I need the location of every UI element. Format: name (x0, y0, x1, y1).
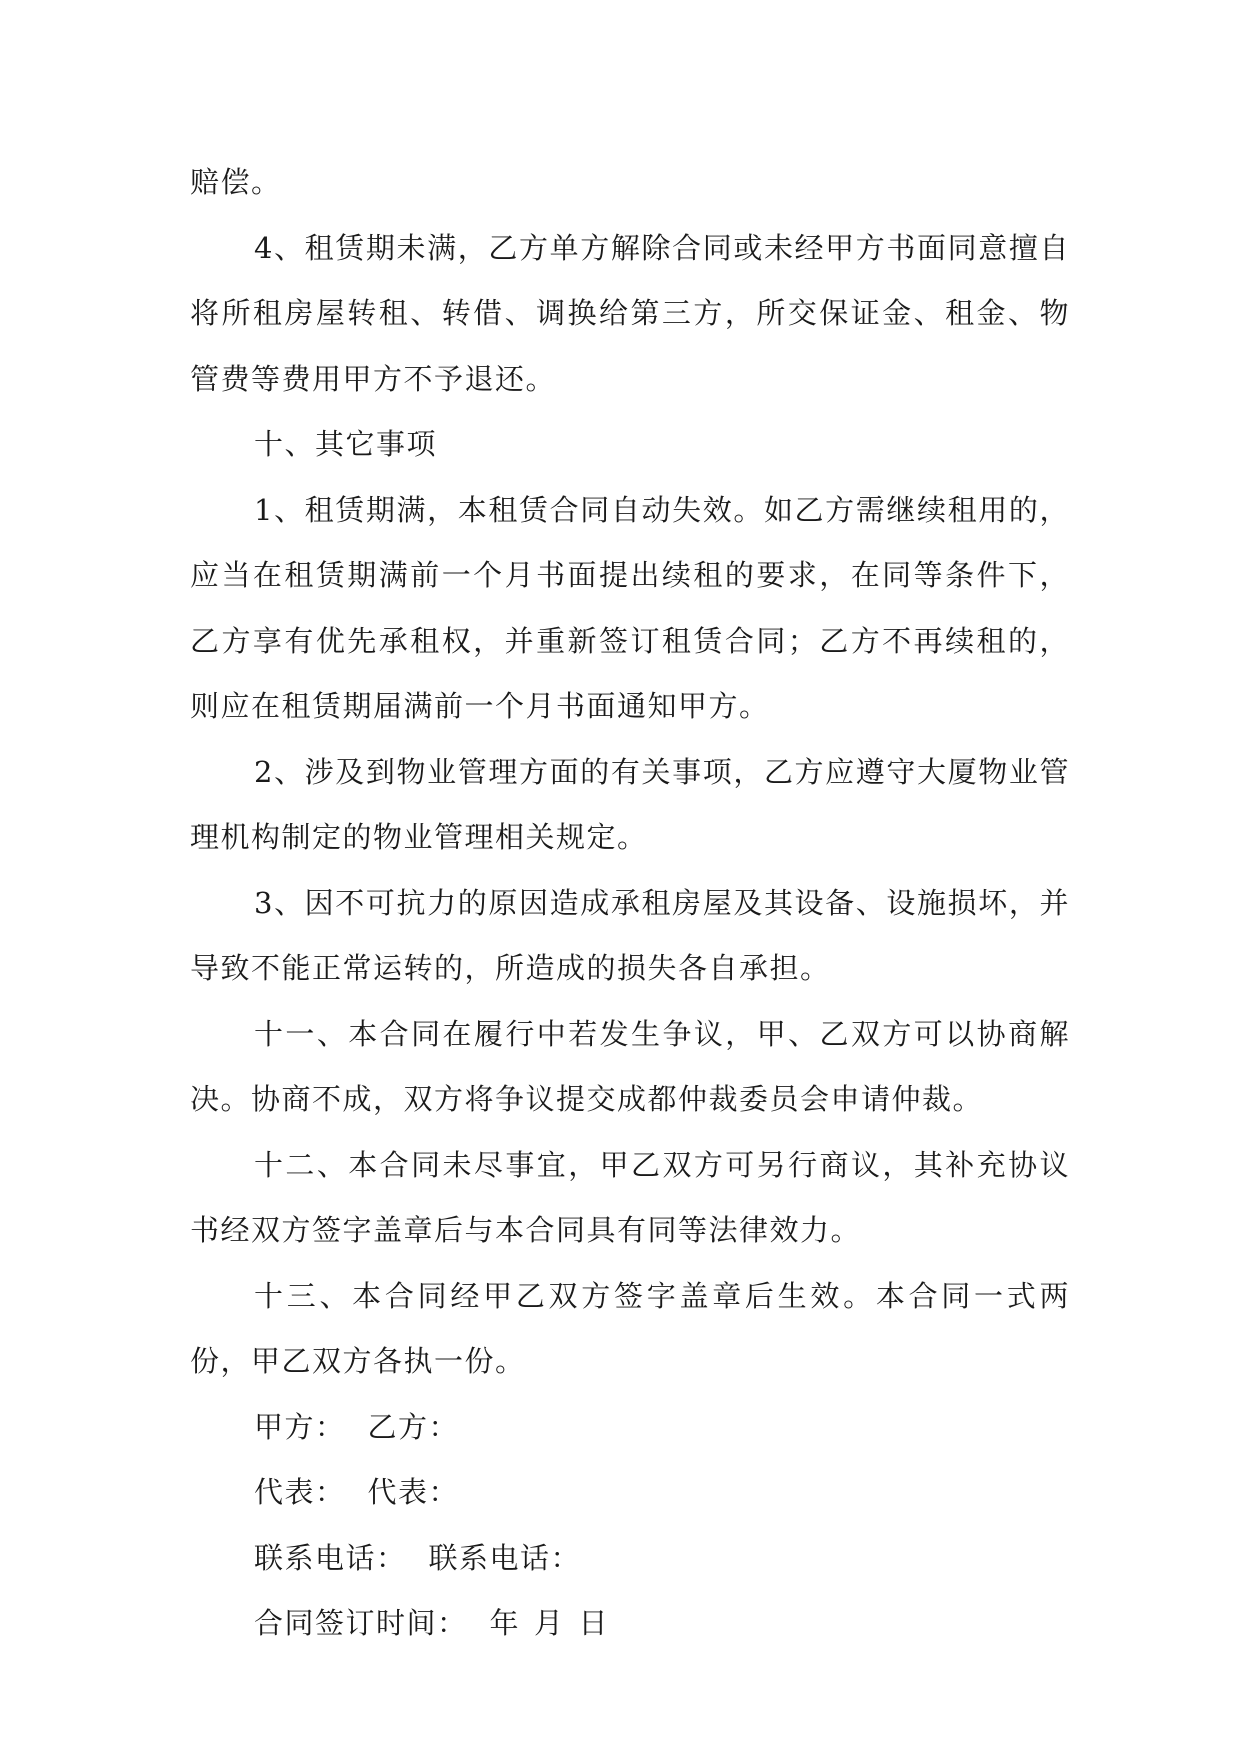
phone-line (190, 1526, 1070, 1592)
paragraph-other-3: 3、因不可抗力的原因造成承租房屋及其设备、设施损坏，并导致不能正常运转的，所造成的损失各自承担。 (190, 885, 1070, 985)
signing-date-line (190, 1591, 1070, 1657)
rep-b-label: 代表： (367, 1475, 460, 1509)
month-label: 月 (534, 1606, 565, 1640)
date-label: 合同签订时间： (254, 1606, 468, 1640)
paragraph-other-2: 2、涉及到物业管理方面的有关事项，乙方应遵守大厦物业管理机构制定的物业管理相关规定。 (190, 754, 1070, 854)
signature-block (190, 1395, 1070, 1657)
phone-a-label: 联系电话： (254, 1540, 407, 1575)
rep-a-label: 代表： (254, 1475, 346, 1509)
contract-body (190, 150, 1070, 1657)
representative-line (190, 1460, 1070, 1526)
party-line (190, 1395, 1070, 1461)
paragraph-clause-11: 十一、本合同在履行中若发生争议，甲、乙双方可以协商解决。协商不成，双方将争议提交成都仲裁委员会申请仲裁。 (190, 1016, 1070, 1116)
paragraph-other-1: 1、租赁期满，本租赁合同自动失效。如乙方需继续租用的，应当在租赁期满前一个月书面提出续租的要求，在同等条件下，乙方享有优先承租权，并重新签订租赁合同；乙方不再续租的，则应在租赁期届满前一个月书面通知甲方。 (190, 492, 1070, 723)
phone-b-label: 联系电话： (428, 1540, 582, 1575)
paragraph-clause-4: 4、租赁期未满，乙方单方解除合同或未经甲方书面同意擅自将所租房屋转租、转借、调换给第三方，所交保证金、租金、物管费等费用甲方不予退还。 (190, 230, 1070, 396)
section-heading-other-matters: 十、其它事项 (254, 427, 438, 461)
paragraph-clause-13: 十三、本合同经甲乙双方签字盖章后生效。本合同一式两份，甲乙双方各执一份。 (190, 1278, 1070, 1378)
paragraph-compensation-tail: 赔偿。 (190, 165, 282, 199)
year-label: 年 (489, 1606, 521, 1640)
party-a-label: 甲方： (254, 1409, 346, 1444)
party-b-label: 乙方： (367, 1409, 460, 1444)
day-label: 日 (578, 1606, 610, 1640)
paragraph-clause-12: 十二、本合同未尽事宜，甲乙双方可另行商议，其补充协议书经双方签字盖章后与本合同具有同等法律效力。 (190, 1147, 1070, 1247)
